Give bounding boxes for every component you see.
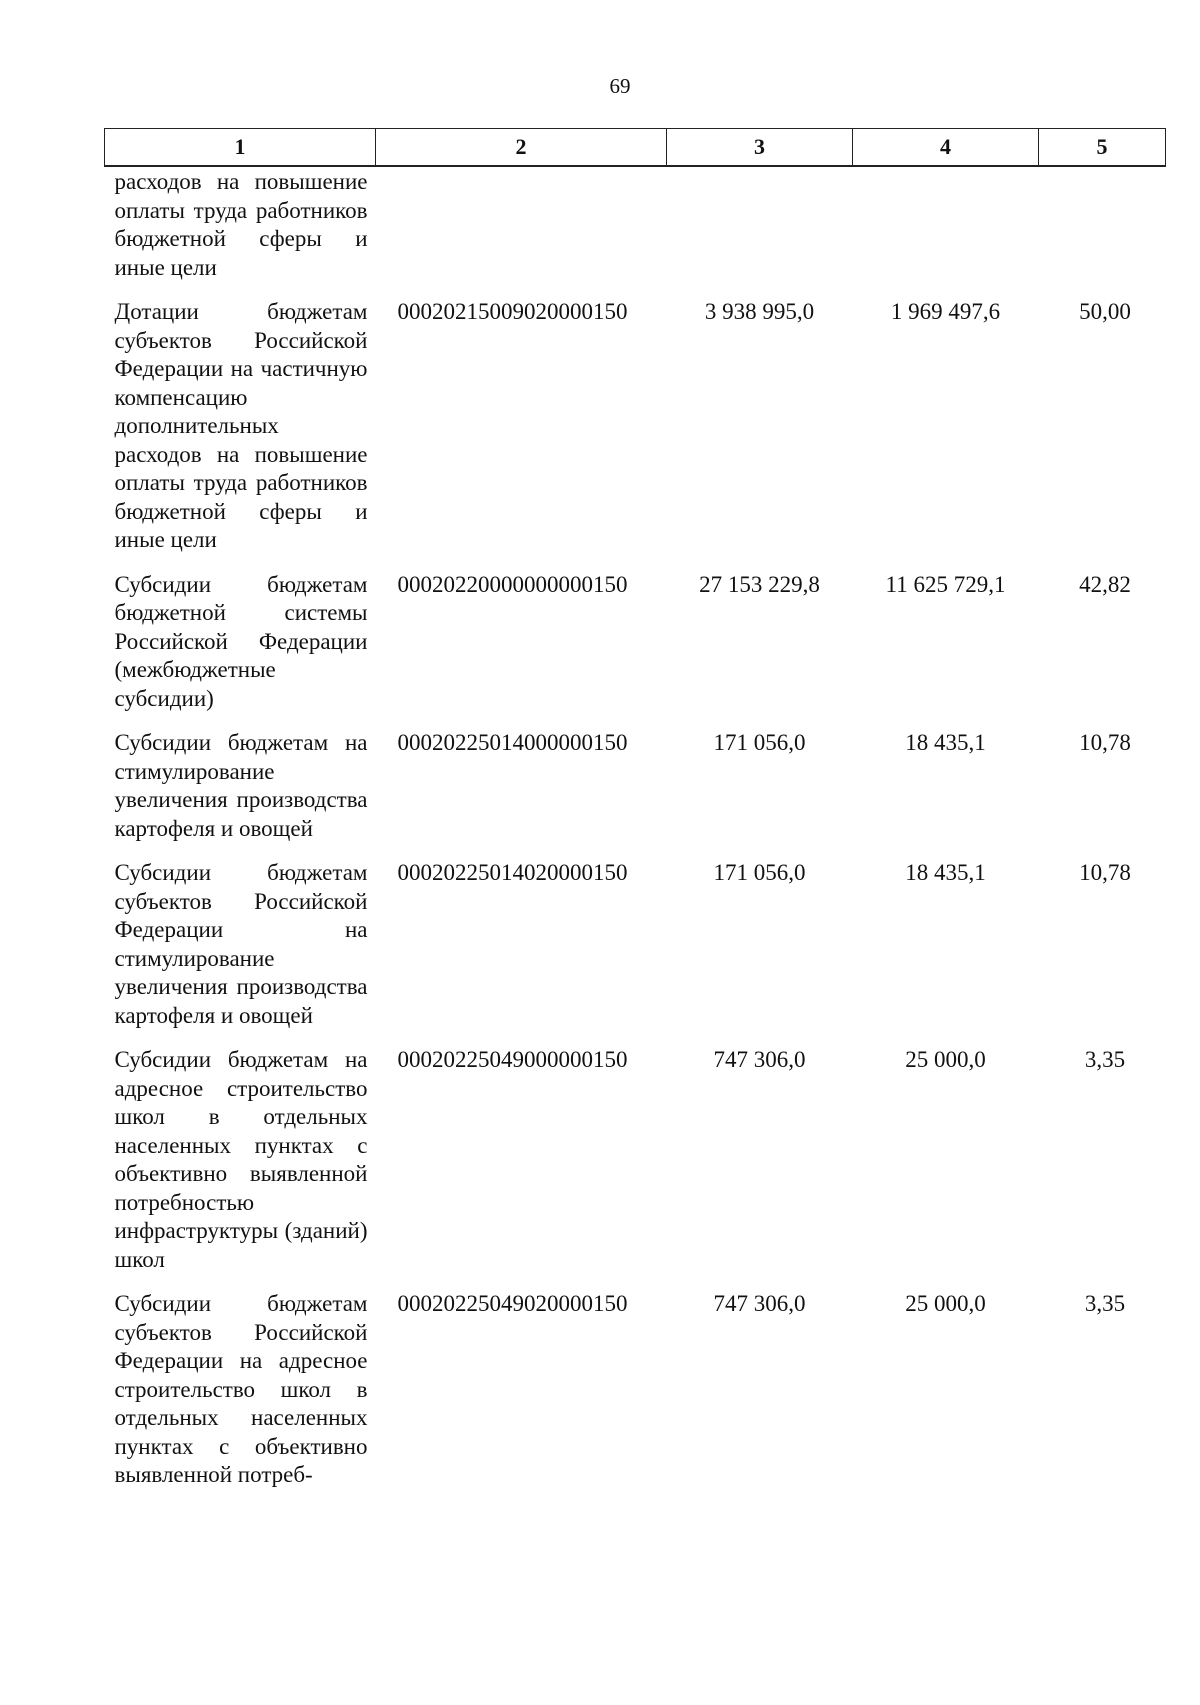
table-row (105, 1046, 1166, 1290)
row-actual: 18 435,1 (905, 730, 986, 755)
table-row (105, 166, 1166, 298)
row-name: Субсидии бюджетам на стимулирование увеличения производства картофеля и овощей (114, 730, 368, 841)
budget-table (104, 128, 1166, 1506)
table-row (105, 298, 1166, 571)
header-col-1: 1 (105, 129, 376, 167)
row-plan: 27 153 229,8 (699, 571, 820, 597)
row-code: 00020225014020000150 (397, 860, 628, 885)
header-col-2: 2 (376, 129, 667, 167)
row-code: 00020225014000000150 (397, 730, 628, 755)
row-code: 00020215009020000150 (397, 299, 628, 324)
row-percent: 50,00 (1079, 299, 1131, 324)
header-row (105, 129, 1166, 167)
row-percent: 3,35 (1084, 1047, 1126, 1072)
row-code: 00020225049020000150 (397, 1291, 628, 1316)
row-actual: 1 969 497,6 (890, 299, 1001, 324)
row-plan: 171 056,0 (713, 860, 806, 885)
header-col-3: 3 (667, 129, 853, 167)
row-name: Дотации бюджетам субъектов Российской Федерации на частичную компенсацию дополнительных расходов на повышение оплаты труда работников бюджетной сферы и иные цели (114, 299, 368, 552)
row-plan: 3 938 995,0 (704, 299, 815, 324)
row-percent: 42,82 (1079, 571, 1131, 597)
table-row (105, 859, 1166, 1046)
row-percent: 10,78 (1079, 860, 1131, 885)
row-code (376, 166, 667, 298)
table-row (105, 571, 1166, 730)
row-actual: 25 000,0 (905, 1047, 986, 1072)
table-header (105, 129, 1166, 167)
row-percent: 3,35 (1084, 1291, 1126, 1316)
row-plan: 747 306,0 (713, 1291, 806, 1316)
table-row (105, 1290, 1166, 1506)
row-code: 00020225049000000150 (397, 1047, 628, 1072)
row-percent: 10,78 (1079, 730, 1131, 755)
table-row (105, 729, 1166, 859)
table-body (105, 166, 1166, 1506)
row-actual: 11 625 729,1 (885, 571, 1006, 597)
row-percent (1039, 166, 1166, 298)
row-name: Субсидии бюджетам бюджетной системы Российской Федерации (межбюджетные субсидии) (114, 571, 368, 711)
row-name: Субсидии бюджетам субъектов Российской Федерации на стимулирование увеличения производства картофеля и овощей (114, 860, 368, 1028)
row-plan: 171 056,0 (713, 730, 806, 755)
page-number: 69 (609, 74, 631, 98)
row-actual: 25 000,0 (905, 1291, 986, 1316)
row-actual: 18 435,1 (905, 860, 986, 885)
budget-table-container (104, 128, 1165, 1506)
row-code: 00020220000000000150 (397, 571, 628, 597)
row-name: расходов на повышение оплаты труда работников бюджетной сферы и иные цели (114, 169, 368, 280)
row-plan: 747 306,0 (713, 1047, 806, 1072)
header-col-4: 4 (853, 129, 1039, 167)
row-name: Субсидии бюджетам на адресное строительство школ в отдельных населенных пунктах с объективно выявленной потребностью инфраструктуры (зданий) школ (114, 1047, 368, 1272)
header-col-5: 5 (1039, 129, 1166, 167)
row-plan (667, 166, 853, 298)
row-actual (853, 166, 1039, 298)
row-name: Субсидии бюджетам субъектов Российской Федерации на адресное строительство школ в отдельных населенных пунктах с объективно выявленной потреб- (114, 1291, 368, 1487)
